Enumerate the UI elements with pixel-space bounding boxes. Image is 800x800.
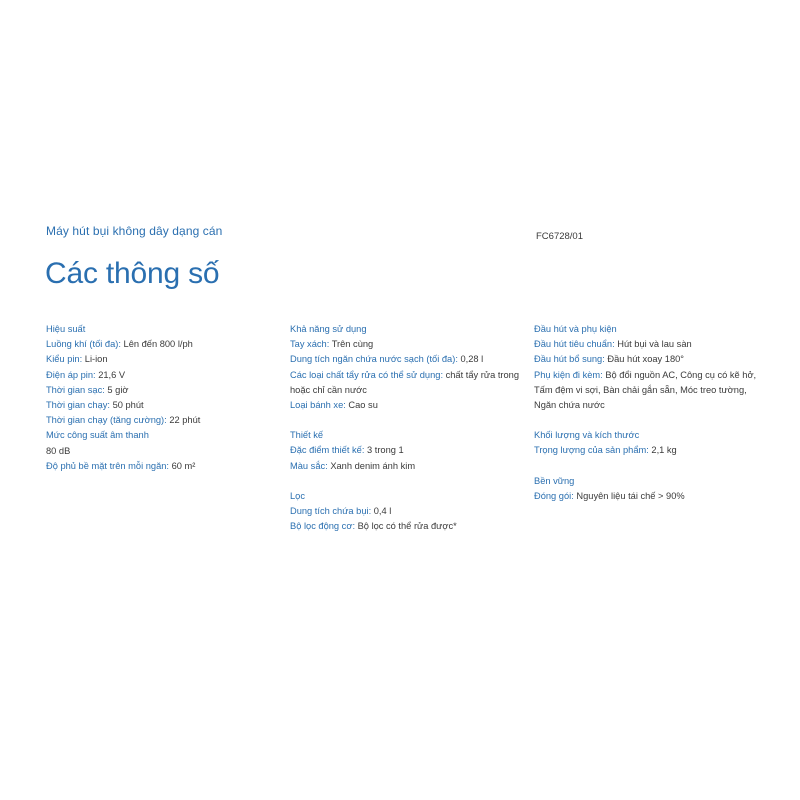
spec-item xyxy=(290,519,520,534)
spec-separator: : xyxy=(600,369,606,380)
spec-separator: : xyxy=(602,354,608,365)
spec-separator: : xyxy=(440,369,446,380)
spec-label: Phụ kiện đi kèm xyxy=(534,369,601,380)
spec-value: 21,6 V xyxy=(98,369,126,380)
spec-value: 2,1 kg xyxy=(651,445,677,456)
product-subtitle: Máy hút bụi không dây dạng cán xyxy=(46,224,223,238)
spec-value: Lên đến 800 l/ph xyxy=(123,339,193,350)
spec-section xyxy=(290,322,520,413)
spec-label: Mức công suất âm thanh xyxy=(46,430,149,441)
spec-label: Thời gian chạy (tăng cường) xyxy=(46,415,165,426)
spec-label: Tay xách xyxy=(290,339,327,350)
section-title: Lọc xyxy=(290,490,305,501)
spec-value: Xanh denim ánh kim xyxy=(330,460,416,471)
section-title: Bền vững xyxy=(534,475,575,486)
spec-label: Thời gian chạy xyxy=(46,400,108,411)
spec-value: Đầu hút xoay 180° xyxy=(607,354,685,365)
spec-item xyxy=(46,459,266,474)
spec-label: Đầu hút tiêu chuẩn xyxy=(534,339,613,350)
spec-label: Các loại chất tẩy rửa có thể sử dụng xyxy=(290,369,441,380)
spec-value: 5 giờ xyxy=(107,384,129,395)
spec-value: Bộ đổi nguồn AC, Công cụ có kẽ hở, Tấm đệm vi sợi, Bàn chải gắn sẵn, Móc treo tường, Ngăn chứa nước xyxy=(534,369,757,411)
spec-label: Thời gian sạc xyxy=(46,384,103,395)
spec-label: Màu sắc xyxy=(290,460,326,471)
spec-item xyxy=(46,444,266,459)
model-number: FC6728/01 xyxy=(536,231,584,242)
section-title: Khả năng sử dụng xyxy=(290,324,367,334)
spec-value: 3 trong 1 xyxy=(367,445,404,456)
spec-value: Cao su xyxy=(348,400,378,411)
spec-value: 0,4 l xyxy=(373,506,392,517)
section-title: Khối lượng và kích thước xyxy=(534,430,640,441)
spec-separator: : xyxy=(343,400,349,411)
spec-item xyxy=(46,337,266,352)
spec-item xyxy=(46,383,266,398)
spec-value: Nguyên liệu tái chế > 90% xyxy=(576,490,685,501)
spec-separator: : xyxy=(325,460,331,471)
spec-value: 0,28 l xyxy=(460,354,484,365)
spec-value: Li-ion xyxy=(84,354,108,365)
spec-separator: : xyxy=(93,369,99,380)
spec-item xyxy=(290,504,520,519)
spec-separator: : xyxy=(646,445,652,456)
spec-item xyxy=(534,337,764,352)
spec-value: 80 dB xyxy=(46,445,71,456)
spec-label: Dung tích ngăn chứa nước sạch (tối đa) xyxy=(290,354,456,365)
spec-separator: : xyxy=(455,354,461,365)
spec-item xyxy=(290,368,520,398)
section-title: Hiệu suất xyxy=(46,324,86,334)
spec-separator: : xyxy=(79,354,85,365)
spec-item xyxy=(534,489,764,504)
spec-item xyxy=(46,428,266,443)
section-title: Đầu hút và phụ kiện xyxy=(534,324,617,334)
spec-separator: : xyxy=(368,506,374,517)
spec-label: Loại bánh xe xyxy=(290,400,344,411)
spec-value: Trên cùng xyxy=(331,339,374,350)
spec-value: 22 phút xyxy=(169,415,201,426)
spec-value: chất tẩy rửa trong hoặc chỉ cần nước xyxy=(290,369,520,395)
spec-separator: : xyxy=(326,339,332,350)
spec-separator: : xyxy=(352,521,358,532)
spec-value: Hút bụi và lau sàn xyxy=(617,339,692,350)
spec-label: Đặc điểm thiết kế xyxy=(290,445,362,456)
spec-column xyxy=(46,322,266,489)
spec-item xyxy=(534,443,764,458)
spec-value: 50 phút xyxy=(112,400,144,411)
spec-item xyxy=(46,413,266,428)
page-title: Các thông số xyxy=(45,257,220,290)
spec-label: Đầu hút bổ sung xyxy=(534,354,603,365)
section-title: Thiết kế xyxy=(290,430,324,441)
spec-label: Bộ lọc động cơ xyxy=(290,521,353,532)
spec-separator: : xyxy=(612,339,618,350)
spec-item xyxy=(290,459,520,474)
spec-value: 60 m² xyxy=(171,460,196,471)
spec-label: Điện áp pin xyxy=(46,369,94,380)
spec-label: Luồng khí (tối đa) xyxy=(46,339,119,350)
spec-value: Bộ lọc có thể rửa được* xyxy=(357,521,457,532)
spec-section xyxy=(46,322,266,474)
spec-label: Kiểu pin xyxy=(46,354,80,365)
spec-item xyxy=(290,352,520,367)
spec-section xyxy=(290,428,520,474)
spec-label: Độ phủ bề mặt trên mỗi ngăn xyxy=(46,460,167,471)
spec-separator: : xyxy=(118,339,124,350)
spec-separator: : xyxy=(361,445,367,456)
spec-item xyxy=(290,337,520,352)
spec-item xyxy=(290,398,520,413)
spec-separator: : xyxy=(571,490,577,501)
spec-section xyxy=(534,322,764,413)
spec-separator: : xyxy=(102,384,108,395)
spec-separator: : xyxy=(107,400,113,411)
spec-item xyxy=(46,398,266,413)
spec-column xyxy=(290,322,520,549)
spec-section xyxy=(534,474,764,504)
spec-label: Đóng gói xyxy=(534,490,572,501)
spec-item xyxy=(534,352,764,367)
spec-item xyxy=(534,368,764,414)
spec-separator: : xyxy=(164,415,170,426)
spec-section xyxy=(290,489,520,535)
spec-item xyxy=(46,368,266,383)
spec-item xyxy=(290,443,520,458)
spec-separator: : xyxy=(166,460,172,471)
spec-label: Trọng lượng của sản phẩm xyxy=(534,445,647,456)
spec-label: Dung tích chứa bụi xyxy=(290,506,369,517)
spec-item xyxy=(46,352,266,367)
spec-column xyxy=(534,322,764,519)
spec-section xyxy=(534,428,764,458)
